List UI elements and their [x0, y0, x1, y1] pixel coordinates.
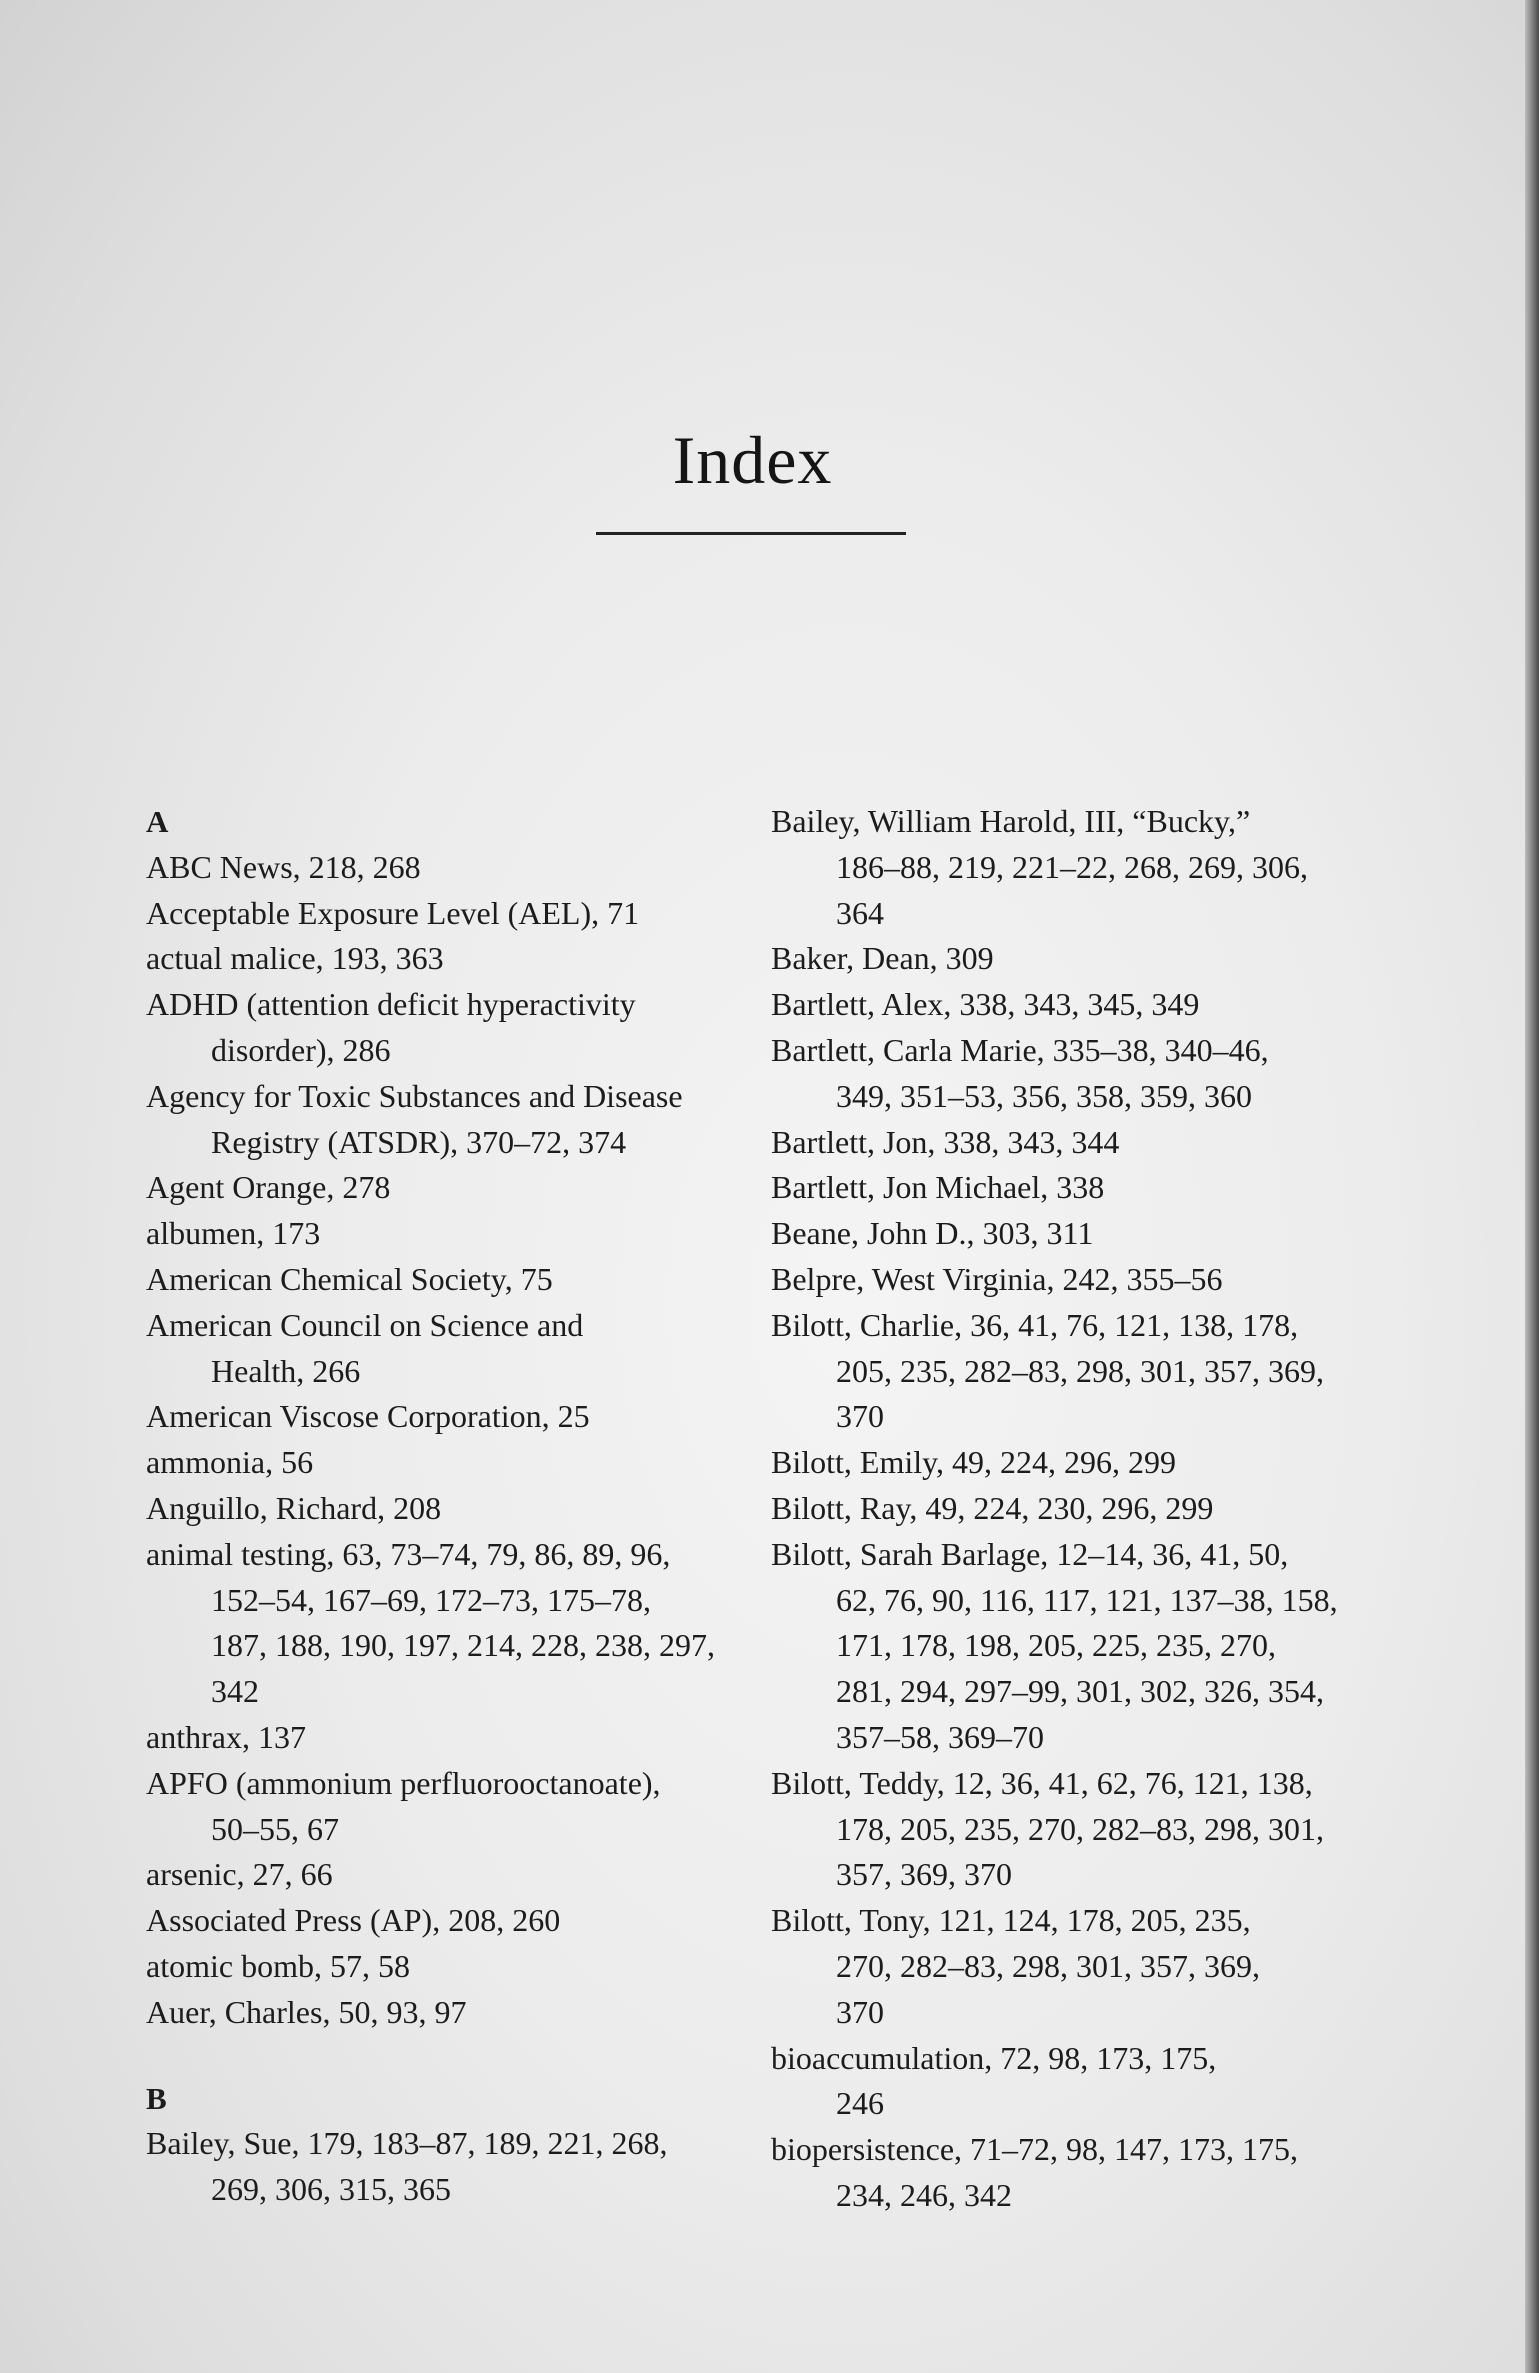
index-entry-continuation: 62, 76, 90, 116, 117, 121, 137–38, 158, — [836, 1581, 1338, 1618]
index-entry — [146, 982, 746, 1074]
index-entry-continuation: 178, 205, 235, 270, 282–83, 298, 301, — [836, 1810, 1324, 1847]
index-entry-line: Acceptable Exposure Level (AEL), 71 — [146, 894, 640, 931]
index-entry-line: American Council on Science and — [146, 1306, 584, 1343]
section-letter: A — [146, 804, 169, 839]
index-entry-continuation: 370 — [836, 1993, 884, 2030]
index-entry — [146, 891, 746, 937]
index-column-left — [146, 799, 746, 2213]
index-entry-line: Bartlett, Jon, 338, 343, 344 — [771, 1123, 1120, 1160]
index-entry — [146, 1211, 746, 1257]
index-column-right — [771, 799, 1391, 2219]
index-entry — [146, 2121, 746, 2213]
index-entry-line: atomic bomb, 57, 58 — [146, 1947, 410, 1984]
index-entry-continuation: 234, 246, 342 — [836, 2176, 1012, 2213]
page-title: Index — [672, 422, 833, 498]
index-entry-line: Bilott, Tony, 121, 124, 178, 205, 235, — [771, 1902, 1251, 1939]
section-letter: B — [146, 2080, 167, 2116]
index-entry-line: actual malice, 193, 363 — [146, 940, 444, 977]
index-entry-line: Belpre, West Virginia, 242, 355–56 — [771, 1260, 1223, 1297]
index-entry-continuation: 370 — [836, 1398, 884, 1435]
index-entry-continuation: 357, 369, 370 — [836, 1856, 1012, 1893]
index-entry-continuation: disorder), 286 — [211, 1031, 391, 1068]
index-entry-line: APFO (ammonium perfluorooctanoate), — [146, 1764, 661, 1801]
index-entry-line: Bilott, Ray, 49, 224, 230, 296, 299 — [771, 1489, 1214, 1526]
index-entry — [771, 1898, 1391, 2035]
index-entry — [771, 1303, 1391, 1440]
index-entry — [146, 1303, 746, 1395]
index-entry — [146, 936, 746, 982]
index-entry-line: ammonia, 56 — [146, 1444, 314, 1481]
index-entry-continuation: 349, 351–53, 356, 358, 359, 360 — [836, 1077, 1252, 1114]
index-entry-line: biopersistence, 71–72, 98, 147, 173, 175, — [771, 2131, 1299, 2168]
index-entry — [771, 982, 1391, 1028]
index-entry — [771, 1120, 1391, 1166]
index-entry — [146, 1074, 746, 1166]
index-entry-line: Auer, Charles, 50, 93, 97 — [146, 1993, 467, 2030]
index-entry-continuation: 171, 178, 198, 205, 225, 235, 270, — [836, 1627, 1276, 1664]
section-gap — [146, 2036, 746, 2076]
index-entry-line: anthrax, 137 — [146, 1718, 306, 1755]
index-entry — [771, 1165, 1391, 1211]
index-entry-continuation: 342 — [211, 1673, 259, 1710]
index-entry-line: Associated Press (AP), 208, 260 — [146, 1902, 561, 1939]
index-entry — [146, 1990, 746, 2036]
index-entry-line: Bartlett, Jon Michael, 338 — [771, 1169, 1105, 1206]
index-entry — [146, 1852, 746, 1898]
index-entry-line: ADHD (attention deficit hyperactivity — [146, 986, 636, 1023]
index-entry-continuation: 357–58, 369–70 — [836, 1718, 1044, 1755]
index-entry — [146, 1532, 746, 1715]
index-entry-line: American Chemical Society, 75 — [146, 1260, 553, 1297]
index-entry — [771, 1761, 1391, 1898]
index-entry-line: Agent Orange, 278 — [146, 1169, 391, 1206]
index-entry — [771, 2036, 1391, 2128]
index-entry-continuation: 205, 235, 282–83, 298, 301, 357, 369, — [836, 1352, 1324, 1389]
index-entry-continuation: 187, 188, 190, 197, 214, 228, 238, 297, — [211, 1627, 715, 1664]
index-entry-continuation: 281, 294, 297–99, 301, 302, 326, 354, — [836, 1673, 1324, 1710]
index-entry-line: Agency for Toxic Substances and Disease — [146, 1077, 683, 1114]
index-entry-continuation: 50–55, 67 — [211, 1810, 339, 1847]
index-entry-line: Bilott, Sarah Barlage, 12–14, 36, 41, 50, — [771, 1535, 1289, 1572]
page-binding-edge — [1525, 0, 1539, 2373]
index-entry — [146, 1394, 746, 1440]
index-entry-line: arsenic, 27, 66 — [146, 1856, 333, 1893]
index-entry-line: Anguillo, Richard, 208 — [146, 1489, 442, 1526]
index-entry — [771, 2127, 1391, 2219]
index-entry — [146, 1944, 746, 1990]
index-entry — [146, 1486, 746, 1532]
index-entry-line: Bailey, William Harold, III, “Bucky,” — [771, 803, 1251, 839]
index-entry-line: ABC News, 218, 268 — [146, 848, 421, 885]
index-entry — [771, 1257, 1391, 1303]
index-entry — [771, 936, 1391, 982]
index-entry-continuation: Health, 266 — [211, 1352, 361, 1389]
index-entry — [771, 1211, 1391, 1257]
index-entry — [146, 1715, 746, 1761]
index-entry-continuation: 152–54, 167–69, 172–73, 175–78, — [211, 1581, 651, 1618]
index-entry — [771, 1440, 1391, 1486]
index-entry-line: albumen, 173 — [146, 1215, 321, 1252]
index-entry-line: Bilott, Teddy, 12, 36, 41, 62, 76, 121, 138, — [771, 1764, 1313, 1801]
index-entry-line: American Viscose Corporation, 25 — [146, 1398, 590, 1435]
index-entry-line: Beane, John D., 303, 311 — [771, 1215, 1094, 1252]
index-entry-line: Bartlett, Alex, 338, 343, 345, 349 — [771, 986, 1200, 1023]
index-entry — [146, 1440, 746, 1486]
index-entry-continuation: 270, 282–83, 298, 301, 357, 369, — [836, 1947, 1260, 1984]
index-entry-continuation: 269, 306, 315, 365 — [211, 2171, 451, 2208]
index-entry-line: Bilott, Charlie, 36, 41, 76, 121, 138, 178, — [771, 1306, 1299, 1343]
index-entry — [771, 1028, 1391, 1120]
index-entry — [771, 1486, 1391, 1532]
index-entry-line: Bilott, Emily, 49, 224, 296, 299 — [771, 1444, 1177, 1481]
index-entry — [771, 1532, 1391, 1761]
index-entry-line: Bailey, Sue, 179, 183–87, 189, 221, 268, — [146, 2125, 668, 2162]
index-entry — [146, 1257, 746, 1303]
index-entry-continuation: 364 — [836, 894, 884, 931]
index-entry — [146, 845, 746, 891]
index-entry-continuation: 246 — [836, 2085, 884, 2122]
index-entry-line: bioaccumulation, 72, 98, 173, 175, — [771, 2039, 1217, 2076]
index-entry — [146, 1898, 746, 1944]
index-entry — [771, 799, 1391, 936]
index-entry-line: animal testing, 63, 73–74, 79, 86, 89, 96, — [146, 1535, 671, 1572]
index-entry-continuation: Registry (ATSDR), 370–72, 374 — [211, 1123, 627, 1160]
index-entry-line: Baker, Dean, 309 — [771, 940, 994, 977]
index-entry-continuation: 186–88, 219, 221–22, 268, 269, 306, — [836, 848, 1308, 885]
index-entry-line: Bartlett, Carla Marie, 335–38, 340–46, — [771, 1031, 1269, 1068]
index-entry — [146, 1165, 746, 1211]
index-entry — [146, 1761, 746, 1853]
title-rule — [596, 532, 906, 535]
